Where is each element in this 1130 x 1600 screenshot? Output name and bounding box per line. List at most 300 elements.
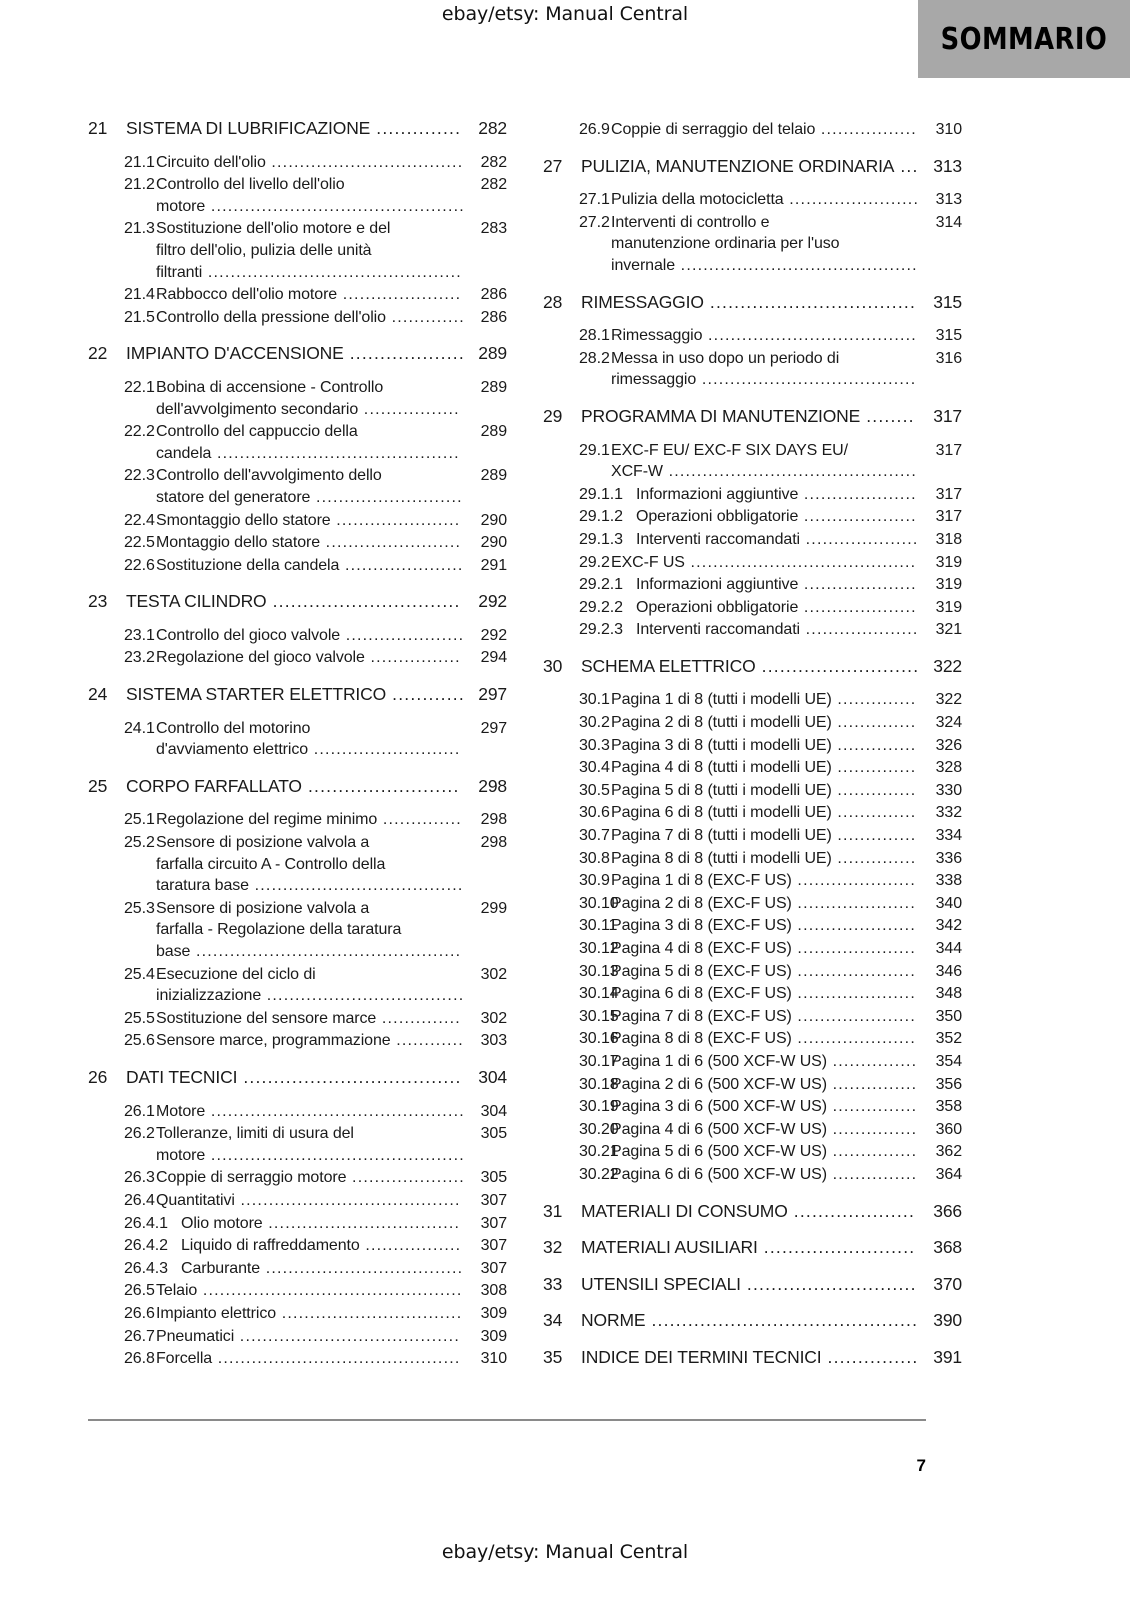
toc-entry-level-2[interactable] [543,802,962,824]
toc-entry-number: 25.2 [124,834,155,852]
toc-entry-page: 315 [933,291,962,312]
toc-entry-title [611,780,920,802]
toc-entry-title [611,1051,920,1073]
toc-title-line: EXC-F EU/ EXC-F SIX DAYS EU/ [611,441,848,459]
toc-title-line: Pagina 5 di 8 (tutti i modelli UE) .............. [611,781,917,799]
toc-title-line: Regolazione del gioco valvole ................ [156,649,461,667]
toc-entry-level-1[interactable] [88,343,507,365]
toc-entry-title [611,870,920,892]
toc-entry-page: 291 [480,556,507,574]
toc-entry-number: 29 [543,405,563,426]
toc-entry-title [156,718,465,761]
toc-title-line: PROGRAMMA DI MANUTENZIONE ........ [581,405,915,426]
toc-entry-level-3[interactable] [88,1258,507,1280]
toc-entry-level-2[interactable] [543,1051,962,1073]
toc-entry-level-1[interactable] [543,406,962,428]
toc-title-line: INDICE DEI TERMINI TECNICI ............... [581,1346,919,1367]
toc-entry-number: 25.5 [124,1009,155,1027]
toc-entry-number: 21.4 [124,286,155,304]
toc-title-line: Pagina 1 di 8 (tutti i modelli UE) .............. [611,691,917,709]
toc-entry-page: 307 [480,1259,507,1277]
toc-entry-number: 30.2 [579,714,610,732]
toc-title-line: Sensore di posizione valvola a [156,899,370,917]
toc-entry-level-1[interactable] [543,1201,962,1223]
toc-entry-page: 338 [935,872,962,890]
toc-entry-level-1[interactable] [88,591,507,613]
toc-entry-page: 305 [480,1169,507,1187]
toc-entry-level-2[interactable] [543,893,962,915]
toc-entry-title [156,465,465,508]
toc-title-line: Motore ............................................. [156,1102,465,1120]
toc-entry-level-2[interactable] [543,983,962,1005]
toc-title-line: Impianto elettrico ................................ [156,1304,463,1322]
toc-entry-number: 30.19 [579,1098,619,1116]
toc-entry-title [581,1274,920,1296]
toc-title-line: Interventi di controllo e [611,213,770,231]
toc-title-line: Pagina 3 di 6 (500 XCF-W US) ............... [611,1098,918,1116]
toc-entry-level-2[interactable] [88,1348,507,1370]
toc-entry-page: 317 [935,485,962,503]
toc-title-line: Pagina 2 di 6 (500 XCF-W US) ............... [611,1075,918,1093]
toc-entry-page: 328 [935,759,962,777]
toc-entry-number: 21.5 [124,308,155,326]
toc-entry-page: 294 [480,649,507,667]
toc-entry-page: 352 [935,1030,962,1048]
toc-entry-page: 322 [933,655,962,676]
toc-title-line: RIMESSAGGIO .................................. [581,291,917,312]
toc-entry-level-2[interactable] [543,780,962,802]
toc-entry-level-2[interactable] [88,1101,507,1123]
toc-entry-level-3[interactable] [543,619,962,641]
toc-title-line: Controllo del cappuccio della [156,423,358,441]
toc-entry-level-2[interactable] [88,284,507,306]
toc-title-line: Pulizia della motocicletta ....................... [611,191,920,209]
toc-entry-level-1[interactable] [543,1347,962,1369]
toc-entry-page: 340 [935,894,962,912]
sommario-header-label: SOMMARIO [940,21,1108,57]
toc-entry-level-3[interactable] [88,1213,507,1235]
toc-entry-number: 29.2 [579,553,610,571]
toc-entry-page: 286 [480,286,507,304]
toc-entry-level-2[interactable] [88,174,507,217]
toc-entry-level-2[interactable] [543,1119,962,1141]
toc-title-line: Pagina 7 di 8 (EXC-F US) ..................... [611,1007,916,1025]
toc-entry-title [126,118,465,140]
toc-entry-page: 298 [480,834,507,852]
toc-entry-page: 292 [480,626,507,644]
toc-right-column [543,118,962,1370]
toc-entry-level-1[interactable] [88,776,507,798]
toc-entry-title [611,848,920,870]
toc-entry-level-2[interactable] [543,1006,962,1028]
toc-entry-level-1[interactable] [88,1067,507,1089]
toc-entry-level-2[interactable] [88,718,507,761]
toc-entry-level-2[interactable] [543,915,962,937]
toc-entry-level-2[interactable] [88,1167,507,1189]
toc-entry-page: 360 [935,1120,962,1138]
toc-entry-title [156,421,465,464]
toc-title-line: Interventi raccomandati .................... [636,530,919,548]
toc-title-line: Pagina 2 di 8 (tutti i modelli UE) .............. [611,714,917,732]
toc-entry-page: 298 [478,775,507,796]
toc-title-line: Pneumatici ....................................... [156,1327,460,1345]
toc-entry-page: 370 [933,1273,962,1294]
toc-entry-title [611,325,920,347]
toc-entry-number: 22.1 [124,378,155,396]
toc-title-line: Tolleranze, limiti di usura del [156,1125,354,1143]
toc-entry-number: 30.4 [579,759,610,777]
toc-entry-level-2[interactable] [88,307,507,329]
toc-entry-level-2[interactable] [543,1141,962,1163]
toc-title-line: Pagina 8 di 8 (tutti i modelli UE) .............. [611,849,917,867]
toc-title-line: Regolazione del regime minimo .............. [156,811,462,829]
toc-entry-page: 289 [480,467,507,485]
toc-entry-title [611,735,920,757]
toc-entry-title [611,1141,920,1163]
toc-entry-level-2[interactable] [543,938,962,960]
toc-entry-title [581,156,920,178]
toc-entry-number: 26.5 [124,1282,155,1300]
toc-entry-title [156,832,465,897]
toc-entry-page: 391 [933,1346,962,1367]
toc-entry-level-2[interactable] [88,1303,507,1325]
toc-entry-title [156,1167,465,1189]
toc-title-line: Operazioni obbligatorie .................... [636,598,917,616]
toc-entry-title [611,983,920,1005]
toc-entry-number: 25.3 [124,899,155,917]
toc-entry-level-2[interactable] [88,510,507,532]
toc-entry-number: 26.3 [124,1169,155,1187]
toc-entry-title [636,597,920,619]
toc-title-line: XCF-W ............................................ [611,463,917,481]
toc-entry-title [611,757,920,779]
bottom-watermark: ebay/etsy: Manual Central [441,1541,689,1563]
toc-entry-title [126,343,465,365]
toc-entry-level-2[interactable] [88,1326,507,1348]
toc-entry-number: 30.1 [579,691,610,709]
toc-entry-page: 316 [935,349,962,367]
toc-entry-level-2[interactable] [88,832,507,897]
toc-entry-number: 26.4.2 [124,1237,168,1255]
toc-entry-title [581,406,920,428]
toc-entry-page: 317 [935,441,962,459]
toc-title-line: Pagina 3 di 8 (EXC-F US) ..................... [611,917,916,935]
toc-entry-number: 22 [88,343,108,364]
toc-entry-title [611,212,920,277]
toc-title-line: farfalla circuito A - Controllo della [156,855,386,873]
toc-entry-page: 283 [480,220,507,238]
toc-title-line: statore del generatore .......................... [156,488,463,506]
toc-entry-number: 30.22 [579,1165,619,1183]
toc-entry-title [126,1067,465,1089]
toc-entry-number: 21 [88,118,108,138]
toc-entry-number: 30.13 [579,962,619,980]
toc-entry-page: 303 [480,1032,507,1050]
toc-entry-level-1[interactable] [543,656,962,678]
toc-entry-level-2[interactable] [88,532,507,554]
toc-entry-number: 23.2 [124,649,155,667]
toc-entry-number: 26.1 [124,1102,155,1120]
toc-entry-level-1[interactable] [543,1310,962,1332]
toc-entry-number: 22.6 [124,556,155,574]
toc-entry-title [611,1096,920,1118]
toc-entry-level-2[interactable] [88,465,507,508]
toc-entry-title [156,532,465,554]
toc-entry-level-3[interactable] [543,597,962,619]
toc-title-line: Coppie di serraggio del telaio ................. [611,121,917,138]
toc-entry-number: 30.12 [579,940,619,957]
toc-title-line: Pagina 4 di 8 (EXC-F US) ..................... [611,940,916,957]
toc-entry-level-3[interactable] [543,529,962,551]
toc-title-line: Pagina 6 di 8 (EXC-F US) ..................... [611,985,916,1003]
toc-entry-title [156,1190,465,1212]
toc-entry-number: 29.2.2 [579,598,623,616]
toc-entry-level-2[interactable] [543,189,962,211]
toc-title-line: Pagina 6 di 8 (tutti i modelli UE) .............. [611,804,917,822]
toc-entry-level-2[interactable] [88,647,507,669]
toc-entry-title [156,510,465,532]
toc-entry-title [636,506,920,528]
toc-entry-page: 310 [480,1350,507,1368]
toc-entry-number: 29.2.1 [579,576,623,594]
toc-entry-level-2[interactable] [543,212,962,277]
toc-entry-title [581,292,920,314]
toc-entry-number: 30.9 [579,872,610,890]
toc-entry-number: 24.1 [124,719,155,737]
toc-entry-level-2[interactable] [543,712,962,734]
toc-entry-title [611,189,920,211]
toc-entry-level-1[interactable] [543,1274,962,1296]
toc-title-line: d'avviamento elettrico .......................... [156,741,461,759]
toc-entry-level-2[interactable] [543,325,962,347]
toc-title-line: Pagina 8 di 8 (EXC-F US) ..................... [611,1030,916,1048]
toc-entry-title [611,961,920,983]
toc-entry-title [181,1258,465,1280]
toc-entry-level-2[interactable] [543,552,962,574]
toc-entry-level-3[interactable] [543,484,962,506]
toc-entry-number: 26.4.1 [124,1214,168,1232]
footer-rule [88,1419,926,1421]
table-of-contents [88,118,1042,1370]
toc-entry-number: 23 [88,591,108,612]
toc-entry-title [581,1201,920,1223]
toc-entry-number: 28.2 [579,349,610,367]
toc-title-line: base ............................................... [156,943,462,960]
toc-entry-title [156,284,465,306]
toc-entry-level-2[interactable] [88,377,507,420]
toc-entry-level-3[interactable] [88,1235,507,1257]
toc-entry-title [611,915,920,937]
toc-entry-number: 28 [543,291,563,312]
toc-title-line: Pagina 5 di 6 (500 XCF-W US) ............... [611,1143,918,1161]
toc-title-line: invernale .......................................... [611,256,918,274]
toc-title-line: Pagina 7 di 8 (tutti i modelli UE) .............. [611,827,917,845]
toc-title-line: Bobina di accensione - Controllo [156,378,384,396]
toc-title-line: Liquido di raffreddamento ................. [181,1237,462,1255]
toc-entry-level-2[interactable] [88,1123,507,1166]
toc-entry-level-2[interactable] [88,1190,507,1212]
toc-title-line: Sostituzione dell'olio motore e del [156,220,391,238]
toc-title-line: SISTEMA DI LUBRIFICAZIONE .............. [126,118,462,138]
toc-title-line: filtro dell'olio, pulizia delle unità [156,241,372,259]
toc-entry-title [126,591,465,613]
toc-entry-level-2[interactable] [543,1096,962,1118]
toc-entry-level-2[interactable] [88,1280,507,1302]
toc-entry-title [611,1028,920,1050]
toc-entry-level-2[interactable] [543,1074,962,1096]
toc-entry-level-2[interactable] [88,1030,507,1052]
toc-entry-title [126,776,465,798]
toc-entry-level-1[interactable] [543,292,962,314]
toc-entry-number: 30.7 [579,827,610,845]
toc-entry-page: 304 [480,1102,507,1120]
toc-entry-title [156,1303,465,1325]
toc-entry-number: 26.4 [124,1191,155,1209]
toc-entry-title [611,1006,920,1028]
page-number: 7 [916,1456,926,1475]
toc-entry-page: 302 [480,965,507,983]
toc-entry-number: 22.4 [124,511,155,529]
toc-entry-title [156,555,465,577]
toc-entry-page: 298 [480,811,507,829]
toc-entry-page: 290 [480,511,507,529]
toc-entry-page: 307 [480,1237,507,1255]
toc-entry-level-3[interactable] [543,506,962,528]
toc-title-line: Pagina 1 di 8 (EXC-F US) ..................... [611,872,916,890]
toc-entry-level-2[interactable] [88,809,507,831]
toc-entry-page: 292 [478,591,507,612]
toc-entry-title [181,1213,465,1235]
toc-entry-level-2[interactable] [543,735,962,757]
toc-title-line: DATI TECNICI .................................... [126,1066,462,1087]
toc-entry-level-3[interactable] [543,574,962,596]
toc-entry-level-2[interactable] [543,689,962,711]
toc-entry-level-2[interactable] [88,152,507,174]
toc-entry-title [611,938,920,960]
toc-entry-page: 319 [935,576,962,594]
toc-title-line: Controllo del motorino [156,719,311,737]
toc-entry-level-2[interactable] [88,898,507,963]
toc-entry-number: 25.4 [124,965,155,983]
toc-entry-level-2[interactable] [543,440,962,483]
toc-title-line: Sensore di posizione valvola a [156,834,370,852]
toc-entry-number: 34 [543,1310,563,1331]
toc-entry-level-2[interactable] [543,870,962,892]
toc-title-line: dell'avvolgimento secondario ................. [156,400,460,418]
toc-entry-page: 356 [935,1075,962,1093]
toc-entry-page: 313 [935,191,962,209]
toc-entry-level-1[interactable] [88,684,507,706]
toc-entry-title [156,898,465,963]
toc-title-line: Pagina 6 di 6 (500 XCF-W US) ............... [611,1165,918,1183]
toc-entry-title [611,689,920,711]
toc-entry-level-1[interactable] [543,156,962,178]
toc-entry-page: 317 [933,405,962,426]
toc-entry-level-2[interactable] [543,825,962,847]
toc-entry-level-2[interactable] [543,348,962,391]
toc-entry-level-1[interactable] [88,118,507,140]
toc-entry-level-2[interactable] [543,757,962,779]
toc-entry-title [156,1123,465,1166]
toc-entry-page: 309 [480,1327,507,1345]
toc-entry-title [156,1280,465,1302]
toc-entry-page: 336 [935,849,962,867]
toc-entry-number: 29.1 [579,441,610,459]
toc-title-line: Pagina 1 di 6 (500 XCF-W US) ............... [611,1052,918,1070]
toc-entry-level-2[interactable] [543,1028,962,1050]
toc-entry-page: 307 [480,1214,507,1232]
toc-title-line: Operazioni obbligatorie .................... [636,508,917,526]
toc-entry-level-2[interactable] [543,961,962,983]
toc-entry-number: 24 [88,684,108,705]
toc-title-line: filtranti ............................................. [156,263,462,281]
toc-entry-page: 297 [478,684,507,705]
toc-entry-title [611,119,920,141]
toc-entry-title [156,964,465,1007]
toc-entry-page: 304 [478,1066,507,1087]
toc-entry-level-2[interactable] [88,218,507,283]
toc-entry-page: 282 [478,118,507,138]
toc-entry-page: 282 [480,176,507,194]
toc-entry-title [611,802,920,824]
toc-entry-number: 25.1 [124,811,155,829]
toc-entry-number: 30.5 [579,781,610,799]
toc-entry-number: 27 [543,155,563,176]
toc-entry-level-2[interactable] [88,964,507,1007]
toc-entry-number: 30 [543,655,563,676]
toc-entry-title [611,825,920,847]
sommario-header-tab [918,0,1130,78]
toc-entry-title [156,377,465,420]
toc-entry-title [611,1164,920,1186]
toc-title-line: Sostituzione del sensore marce .............. [156,1009,461,1027]
toc-title-line: Coppie di serraggio motore .................... [156,1169,465,1187]
toc-entry-level-2[interactable] [543,1164,962,1186]
toc-entry-page: 307 [480,1191,507,1209]
toc-entry-level-2[interactable] [543,848,962,870]
toc-entry-level-2[interactable] [88,555,507,577]
toc-title-line: Smontaggio dello statore ...................... [156,511,461,529]
toc-entry-page: 314 [935,213,962,231]
toc-title-line: NORME ............................................ [581,1310,919,1331]
toc-entry-level-2[interactable] [88,625,507,647]
toc-entry-level-2[interactable] [88,1008,507,1030]
toc-columns [88,118,1042,1370]
toc-entry-page: 368 [933,1237,962,1258]
toc-title-line: PULIZIA, MANUTENZIONE ORDINARIA ... [581,155,919,176]
toc-entry-level-2[interactable] [88,421,507,464]
toc-entry-number: 30.6 [579,804,610,822]
toc-title-line: UTENSILI SPECIALI ............................ [581,1273,917,1294]
toc-entry-level-1[interactable] [543,1237,962,1259]
toc-title-line: MATERIALI DI CONSUMO .................... [581,1200,916,1221]
toc-entry-level-2[interactable] [543,119,962,141]
toc-entry-page: 289 [478,343,507,364]
toc-entry-title [611,552,920,574]
toc-entry-number: 35 [543,1346,563,1367]
toc-entry-number: 29.2.3 [579,621,623,639]
toc-entry-page: 302 [480,1009,507,1027]
toc-title-line: Forcella ........................................... [156,1350,461,1368]
toc-title-line: taratura base ..................................... [156,877,464,895]
toc-entry-title [156,174,465,217]
toc-left-column [88,118,507,1370]
toc-title-line: Pagina 5 di 8 (EXC-F US) ..................... [611,962,916,980]
toc-entry-number: 26.8 [124,1350,155,1368]
toc-entry-number: 26 [88,1066,108,1087]
toc-entry-page: 308 [480,1282,507,1300]
toc-entry-title [581,1347,920,1369]
